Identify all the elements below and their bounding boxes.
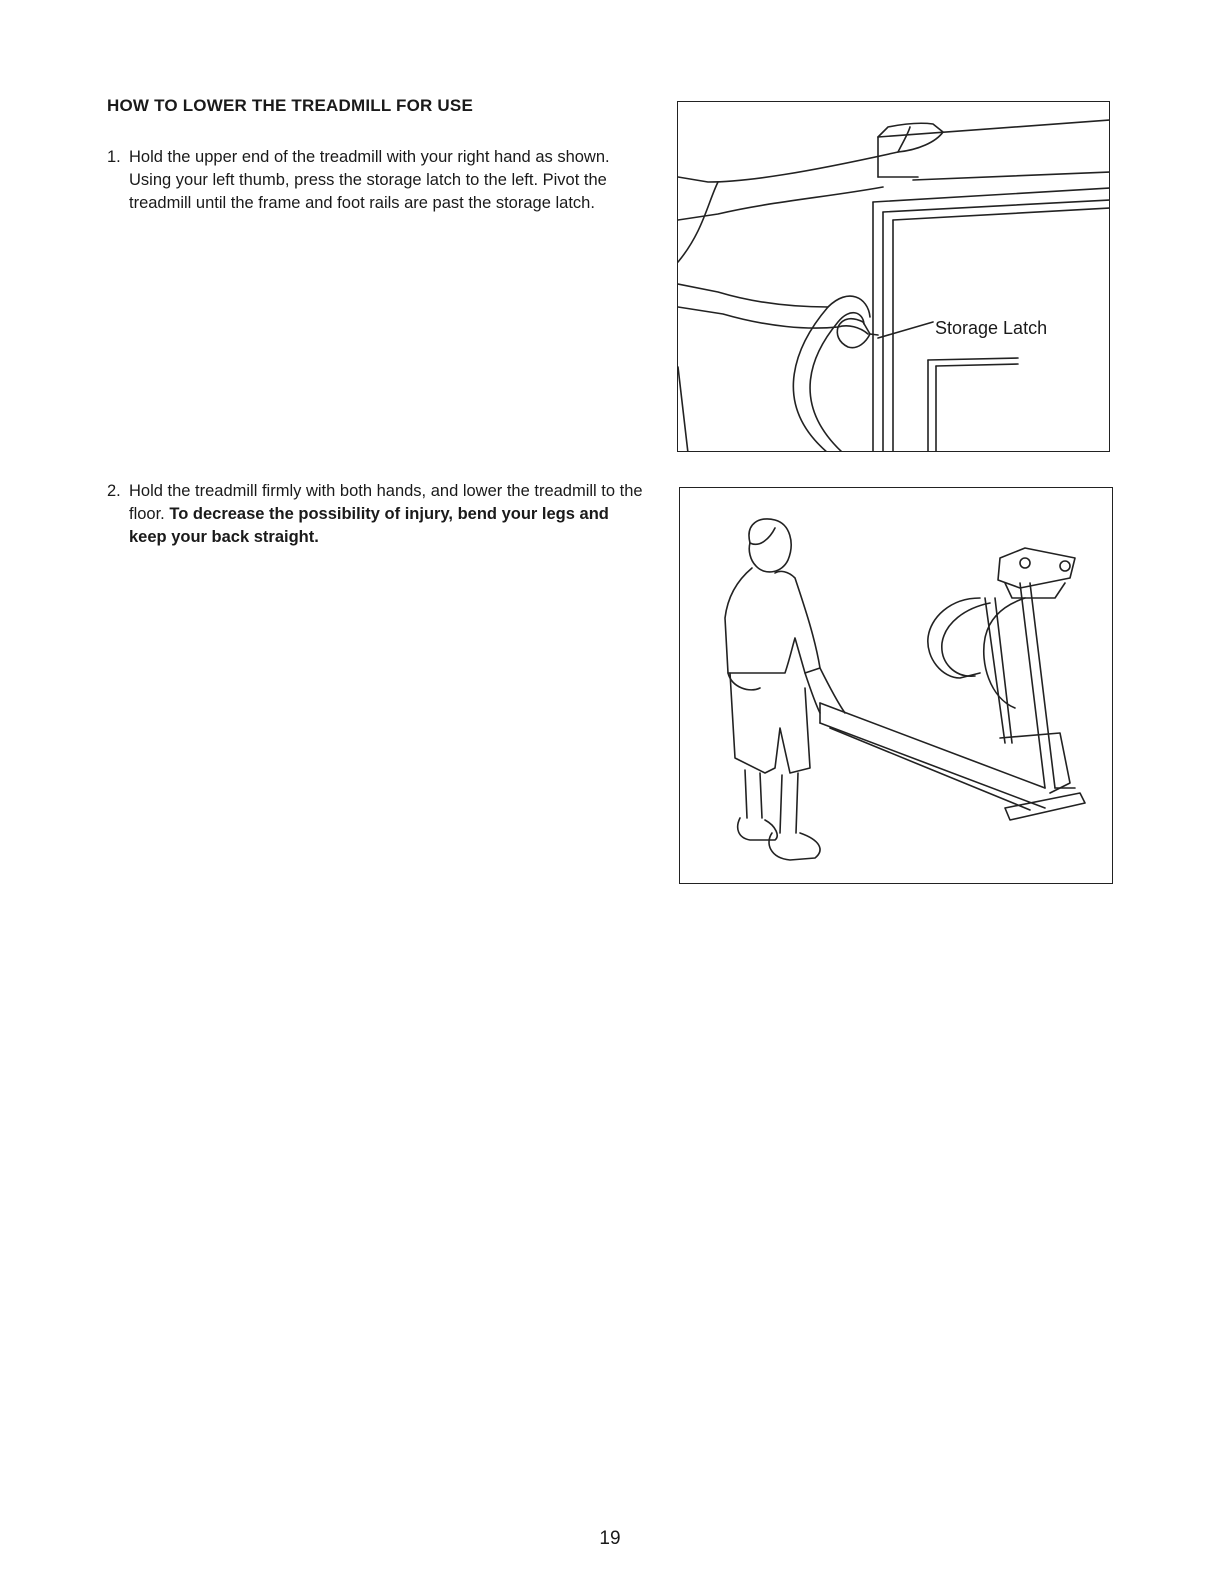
lowering-treadmill-drawing [680, 488, 1113, 884]
storage-latch-label: Storage Latch [935, 318, 1048, 338]
step-body-text: Hold the upper end of the treadmill with your right hand as shown. Using your left thumb, press the storage latch to the left. Pivot the treadmill until the frame and foot rails are past the storage latch. [129, 148, 610, 212]
storage-latch-illustration [677, 101, 1110, 452]
lowering-treadmill-illustration [679, 487, 1113, 884]
step-number: 2. [107, 482, 121, 500]
instruction-step-2 [107, 480, 647, 549]
instruction-step-1 [107, 146, 647, 215]
step-body-text: Hold the treadmill firmly with both hands, and lower the treadmill to the floor. [129, 482, 643, 523]
step-text [129, 146, 647, 215]
section-heading: HOW TO LOWER THE TREADMILL FOR USE [107, 96, 473, 115]
step-number: 1. [107, 148, 121, 166]
step-text [129, 480, 647, 549]
safety-warning-text: To decrease the possibility of injury, bend your legs and keep your back straight. [129, 505, 609, 546]
storage-latch-drawing [678, 102, 1110, 452]
page-number: 19 [599, 1528, 621, 1549]
